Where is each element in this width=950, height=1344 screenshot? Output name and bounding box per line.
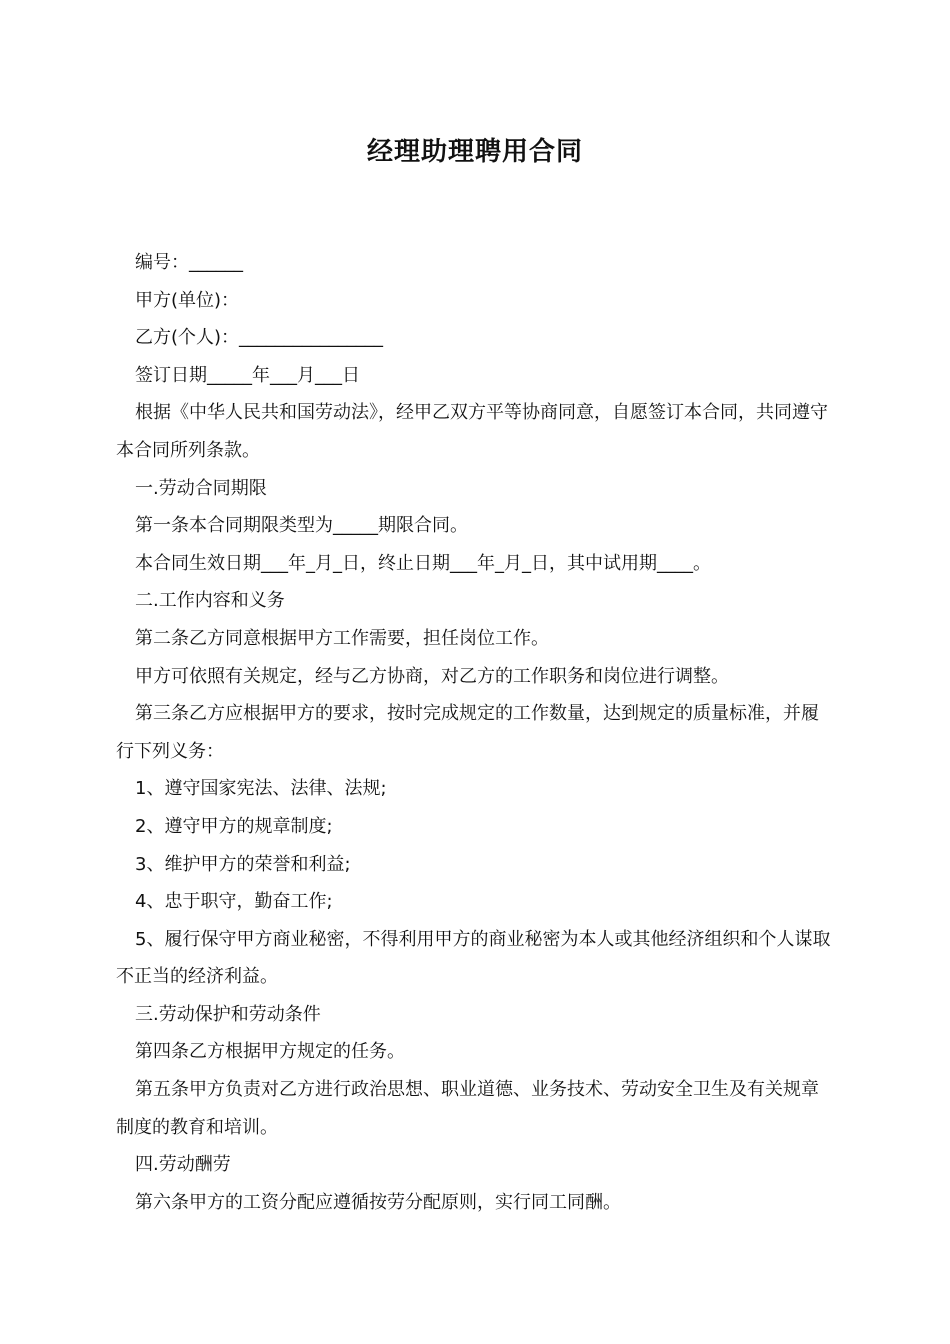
section-heading-term: 一.劳动合同期限 <box>135 477 267 499</box>
obligation-item-1: 1、遵守国家宪法、法律、法规; <box>135 778 387 800</box>
section-heading-remuneration: 四.劳动酬劳 <box>135 1154 231 1176</box>
document-body <box>116 244 836 1221</box>
obligation-item-3: 3、维护甲方的荣誉和利益; <box>135 853 351 875</box>
obligation-item-5: 5、履行保守甲方商业秘密，不得利用甲方的商业秘密为本人或其他经济组织和个人谋取不正当的经济利益。 <box>116 928 831 988</box>
article-6: 第六条甲方的工资分配应遵循按劳分配原则，实行同工同酬。 <box>135 1191 621 1213</box>
obligation-item-2: 2、遵守甲方的规章制度; <box>135 815 333 837</box>
effective-dates-paragraph: 本合同生效日期___年_月_日，终止日期___年_月_日，其中试用期____。 <box>135 552 711 574</box>
section-heading-protection: 三.劳动保护和劳动条件 <box>135 1003 321 1025</box>
article-1: 第一条本合同期限类型为_____期限合同。 <box>135 515 468 537</box>
document-title: 经理助理聘用合同 <box>366 137 583 167</box>
position-adjustment-paragraph: 甲方可依照有关规定，经与乙方协商，对乙方的工作职务和岗位进行调整。 <box>135 665 729 687</box>
signing-date-line: 签订日期_____年___月___日 <box>135 364 360 386</box>
party-b-line: 乙方(个人)：________________ <box>135 327 384 349</box>
contract-number-line: 编号：______ <box>135 252 243 273</box>
article-4: 第四条乙方根据甲方规定的任务。 <box>135 1041 405 1063</box>
preamble-paragraph: 根据《中华人民共和国劳动法》，经甲乙双方平等协商同意，自愿签订本合同，共同遵守本合同所列条款。 <box>116 402 828 461</box>
article-3: 第三条乙方应根据甲方的要求，按时完成规定的工作数量，达到规定的质量标准，并履行下列义务： <box>116 703 819 762</box>
party-a-line: 甲方(单位)： <box>135 289 240 311</box>
section-heading-duties: 二.工作内容和义务 <box>135 590 285 612</box>
article-5: 第五条甲方负责对乙方进行政治思想、职业道德、业务技术、劳动安全卫生及有关规章制度的教育和培训。 <box>116 1079 819 1138</box>
obligation-item-4: 4、忠于职守，勤奋工作; <box>135 891 333 913</box>
article-2: 第二条乙方同意根据甲方工作需要，担任岗位工作。 <box>135 627 549 649</box>
